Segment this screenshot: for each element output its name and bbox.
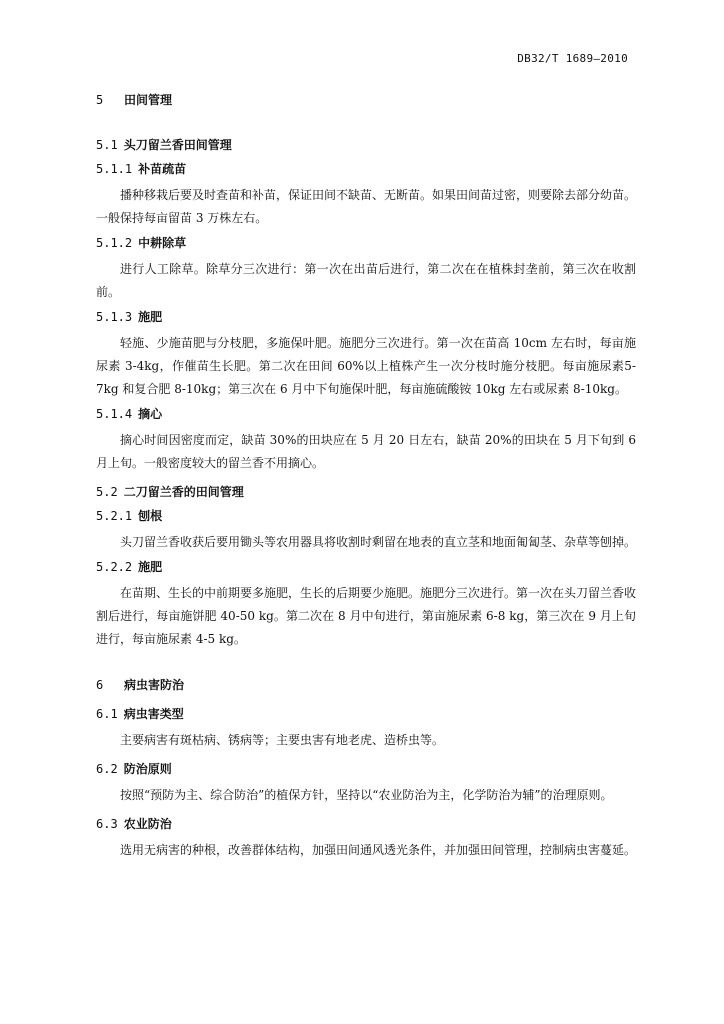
section-5-2-2-heading (96, 556, 636, 578)
section-number: 5.2 (96, 485, 118, 499)
section-title: 摘心 (138, 407, 163, 421)
section-number: 6.3 (96, 817, 118, 831)
section-6-1-text: 主要病害有斑枯病、锈病等；主要虫害有地老虎、造桥虫等。 (120, 733, 445, 747)
section-title: 二刀留兰香的田间管理 (123, 485, 244, 499)
section-5-2-1-text: 头刀留兰香收获后要用锄头等农用器具将收割时剩留在地表的直立茎和地面匍匐茎、杂草等刨掉。 (120, 535, 637, 549)
section-5-1-2-text: 进行人工除草。除草分三次进行：第一次在出苗后进行，第二次在在植株封垄前，第三次在收割前。 (96, 262, 636, 299)
section-number: 5.1.2 (96, 236, 133, 250)
section-title: 中耕除草 (138, 236, 187, 250)
section-number: 5.1.4 (96, 407, 133, 421)
section-title: 刨根 (138, 509, 163, 523)
section-title: 施肥 (138, 560, 163, 574)
section-number: 5 (96, 93, 104, 107)
section-5-1-1-heading (96, 158, 636, 180)
section-title: 防治原则 (123, 762, 172, 776)
section-number: 5.2.2 (96, 560, 133, 574)
section-title: 施肥 (138, 310, 163, 324)
section-number: 5.2.1 (96, 509, 133, 523)
section-number: 5.1.1 (96, 162, 133, 176)
section-5-1-2-heading (96, 232, 636, 254)
section-5-1-1-text: 播种移栽后要及时查苗和补苗，保证田间不缺苗、无断苗。如果田间苗过密，则要除去部分幼苗。一般保持每亩留苗 3 万株左右。 (96, 188, 637, 225)
section-6-2-heading (96, 758, 636, 780)
section-title: 农业防治 (123, 817, 172, 831)
section-5-1-heading (96, 134, 636, 156)
section-5-2-2-text: 在苗期、生长的中前期要多施肥，生长的后期要少施肥。施肥分三次进行。第一次在头刀留兰香收割后进行，每亩施饼肥 40-50 kg。第二次在 8 月中旬进行，第亩施尿素 6-8 kg，第三次在 9 月上旬进行，每亩施尿素 4-5 kg。 (96, 586, 637, 646)
section-6-3-heading (96, 813, 636, 835)
section-title: 头刀留兰香田间管理 (123, 138, 232, 152)
document-code: DB32/T 1689—2010 (517, 52, 628, 65)
section-5-heading (96, 88, 636, 112)
section-6-3-text: 选用无病害的种根，改善群体结构，加强田间通风透光条件，并加强田间管理，控制病虫害蔓延。 (120, 843, 637, 857)
section-5-1-3-text: 轻施、少施苗肥与分枝肥，多施保叶肥。施肥分三次进行。第一次在苗高 10cm 左右时，每亩施尿素 3-4kg，作催苗生长肥。第二次在田间 60%以上植株产生一次分枝时施分枝肥。每亩施尿素5-7kg 和复合肥 8-10kg；第三次在 6 月中下旬施保叶肥，每亩施硫酸铵 10kg 左右或尿素 8-10kg。 (96, 336, 636, 396)
section-6-2-text: 按照“预防为主、综合防治”的植保方针，坚持以“农业防治为主，化学防治为辅”的治理原则。 (120, 788, 613, 802)
section-5-1-4-text: 摘心时间因密度而定，缺苗 30%的田块应在 5 月 20 日左右，缺苗 20%的田块在 5 月下旬到 6 月上旬。一般密度较大的留兰香不用摘心。 (96, 433, 636, 470)
section-6-heading (96, 673, 636, 697)
section-title: 补苗疏苗 (138, 162, 187, 176)
section-number: 6.1 (96, 707, 118, 721)
section-title: 田间管理 (124, 93, 173, 107)
section-number: 6 (96, 678, 104, 692)
section-title: 病虫害类型 (123, 707, 184, 721)
section-6-1-heading (96, 703, 636, 725)
section-number: 6.2 (96, 762, 118, 776)
section-5-1-4-heading (96, 403, 636, 425)
section-number: 5.1.3 (96, 310, 133, 324)
section-5-1-3-heading (96, 306, 636, 328)
section-5-2-1-heading (96, 505, 636, 527)
section-number: 5.1 (96, 138, 118, 152)
document-body (96, 84, 636, 864)
section-title: 病虫害防治 (124, 678, 185, 692)
section-5-2-heading (96, 481, 636, 503)
